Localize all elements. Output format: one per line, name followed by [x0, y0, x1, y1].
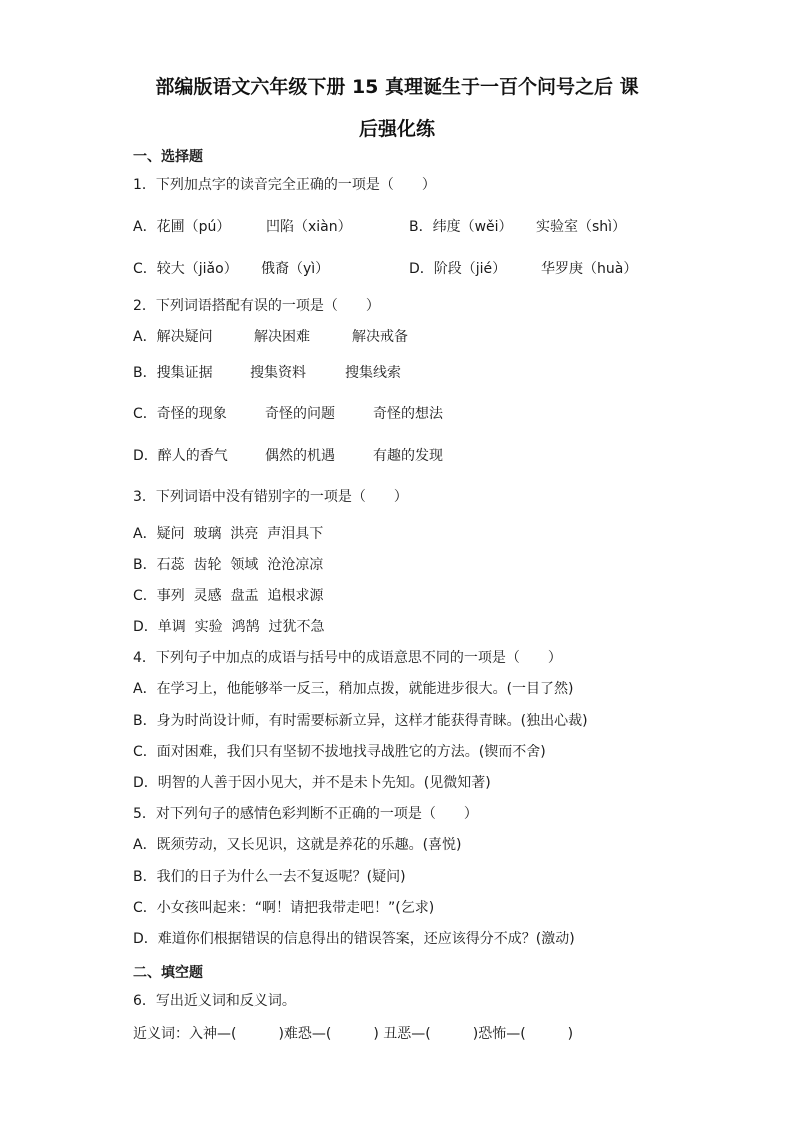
q2-option-b-3: 搜集线索: [345, 365, 401, 381]
q5-option-b: B．我们的日子为什么一去不复返呢？(疑问): [133, 869, 406, 885]
page-title: 部编版语文六年级下册 15 真理诞生于一百个问号之后 课: [155, 76, 639, 98]
q2-option-a-2: 解决困难: [254, 329, 310, 345]
q2-option-c-2: 奇怪的问题: [265, 406, 335, 422]
question-3-stem: 3．下列词语中没有错别字的一项是（ ）: [133, 489, 408, 505]
section-heading-choice: 一、选择题: [133, 149, 203, 165]
q1-option-b-word2: 实验室（shì）: [536, 219, 627, 235]
question-6-stem: 6．写出近义词和反义词。: [133, 993, 296, 1009]
q2-option-d-1: D．醉人的香气: [133, 448, 228, 464]
q1-option-a-word2: 凹陷（xiàn）: [266, 219, 352, 235]
question-5-stem: 5．对下列句子的感情色彩判断不正确的一项是（ ）: [133, 806, 478, 822]
q2-option-d-3: 有趣的发现: [373, 448, 443, 464]
question-2-stem: 2．下列词语搭配有误的一项是（ ）: [133, 298, 380, 314]
q1-option-d-word1: D．阶段（jié）: [409, 261, 507, 277]
q1-option-a-word1: A．花圃（pú）: [133, 219, 231, 235]
q2-option-c-1: C．奇怪的现象: [133, 406, 227, 422]
question-4-stem: 4．下列句子中加点的成语与括号中的成语意思不同的一项是（ ）: [133, 650, 562, 666]
page-title-continued: 后强化练: [358, 118, 435, 140]
q2-option-d-2: 偶然的机遇: [265, 448, 335, 464]
q6-synonym-line: 近义词：入神—( )难恐—( ) 丑恶—( )恐怖—( ): [133, 1026, 574, 1042]
q1-option-c-word1: C．较大（jiǎo）: [133, 261, 238, 277]
q2-option-c-3: 奇怪的想法: [373, 406, 443, 422]
q2-option-a-1: A．解决疑问: [133, 329, 213, 345]
q3-option-c: C．事列 灵感 盘盂 追根求源: [133, 588, 324, 604]
q2-option-a-3: 解决戒备: [352, 329, 408, 345]
q4-option-c: C．面对困难，我们只有坚韧不拔地找寻战胜它的方法。(锲而不舍): [133, 744, 546, 760]
q1-option-d-word2: 华罗庚（huà）: [541, 261, 638, 277]
section-heading-fill: 二、填空题: [133, 965, 203, 981]
q5-option-c: C．小女孩叫起来：“啊！请把我带走吧！”(乞求): [133, 900, 435, 916]
q4-option-d: D．明智的人善于因小见大，并不是未卜先知。(见微知著): [133, 775, 491, 791]
q2-option-b-2: 搜集资料: [250, 365, 306, 381]
q4-option-b: B．身为时尚设计师，有时需要标新立异，这样才能获得青睐。(独出心裁): [133, 713, 588, 729]
q2-option-b-1: B．搜集证据: [133, 365, 213, 381]
q4-option-a: A．在学习上，他能够举一反三，稍加点拨，就能进步很大。(一目了然): [133, 681, 574, 697]
q5-option-d: D．难道你们根据错误的信息得出的错误答案，还应该得分不成？(激动): [133, 931, 575, 947]
q5-option-a: A．既须劳动，又长见识，这就是养花的乐趣。(喜悦): [133, 837, 462, 853]
q3-option-d: D．单调 实验 鸿鹄 过犹不急: [133, 619, 325, 635]
q1-option-c-word2: 俄裔（yì）: [261, 261, 330, 277]
question-1-stem: 1．下列加点字的读音完全正确的一项是（ ）: [133, 177, 436, 193]
q3-option-b: B．石蕊 齿轮 领域 沧沧凉凉: [133, 557, 324, 573]
q1-option-b-word1: B．纬度（wěi）: [409, 219, 513, 235]
q3-option-a: A．疑问 玻璃 洪亮 声泪具下: [133, 526, 324, 542]
